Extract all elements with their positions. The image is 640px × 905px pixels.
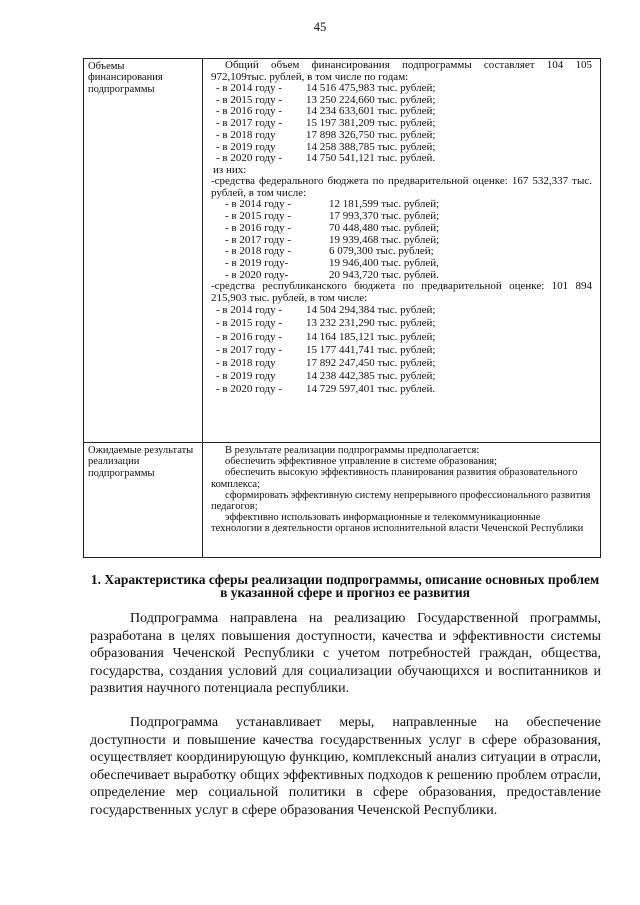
year-label: - в 2020 году - <box>216 152 283 165</box>
year-line <box>211 357 592 370</box>
results-item: обеспечить высокую эффективность планирования развития образовательного комплекса; <box>211 467 578 490</box>
year-amount: 6 079,300 тыс. рублей; <box>329 245 434 258</box>
year-label: - в 2018 году <box>216 356 276 369</box>
year-line <box>211 331 592 344</box>
year-amount: 15 197 381,209 тыс. рублей; <box>306 117 436 130</box>
year-amount: 14 516 475,983 тыс. рублей; <box>306 82 436 94</box>
section-title: 1. Характеристика сферы реализации подпрограммы, описание основных проблем в указанной сфере и прогноз ее развития <box>90 572 600 600</box>
year-label: - в 2017 году - <box>225 233 292 246</box>
year-label: - в 2015 году - <box>225 210 292 223</box>
year-amount: 70 448,480 тыс. рублей; <box>329 221 440 234</box>
funding-by-year-list <box>211 83 592 165</box>
funding-content-cell <box>203 59 601 443</box>
funding-label-cell <box>84 59 203 443</box>
year-amount: 17 898 326,750 тыс. рублей; <box>306 128 436 141</box>
year-label: - в 2019 году- <box>225 256 289 269</box>
year-amount: 14 750 541,121 тыс. рублей. <box>306 152 436 165</box>
republic-by-year-list <box>211 304 592 396</box>
results-label: Ожидаемые результаты реализации подпрограммы <box>88 445 194 479</box>
year-amount: 14 729 597,401 тыс. рублей. <box>306 382 436 395</box>
year-amount: 14 234 633,601 тыс. рублей; <box>306 105 436 118</box>
results-item: сформировать эффективную систему непрерывного профессионального развития педагогов; <box>211 489 591 513</box>
federal-by-year-list <box>211 199 592 281</box>
federal-budget-text: -средства федерального бюджета по предварительной оценке: 167 532,337 тыс. рублей, в том числе: <box>211 175 592 199</box>
year-line <box>211 344 592 357</box>
results-item: В результате реализации подпрограммы предполагается: <box>225 445 480 456</box>
year-label: - в 2018 году <box>216 128 276 141</box>
year-amount: 19 946,400 тыс. рублей, <box>329 256 439 269</box>
year-amount: 19 939,468 тыс. рублей; <box>329 233 440 246</box>
year-line <box>211 383 592 396</box>
results-list <box>203 443 600 535</box>
year-label: - в 2017 году - <box>216 343 283 356</box>
funding-label: Объемы финансирования подпрограммы <box>88 61 163 95</box>
year-label: - в 2014 году - <box>216 82 283 94</box>
page-number: 45 <box>313 20 327 34</box>
year-label: - в 2015 году - <box>216 317 283 330</box>
year-label: - в 2020 году- <box>225 268 289 281</box>
year-amount: 17 892 247,450 тыс. рублей; <box>306 356 436 369</box>
body-paragraph: Подпрограмма устанавливает меры, направленные на обеспечение доступности и повышение качества государственных услуг в сфере образования, осуществляет координирующую функцию, комплексный анализ ситуации в отрасли, обеспечивает выработку общих эффективных подходов к решению проблем отрасли, определение мер социальной политики в сфере образования, предоставление государственных услуг в сфере образования Чеченской Республики. <box>90 715 601 818</box>
funding-total-text: Общий объем финансирования подпрограммы составляет 104 105 972,109тыс. рублей, в том числе по годам: <box>211 59 592 83</box>
results-item: обеспечить эффективное управление в системе образования; <box>225 456 498 468</box>
year-line <box>211 304 592 317</box>
year-amount: 14 164 185,121 тыс. рублей; <box>306 330 436 343</box>
year-line <box>211 317 592 330</box>
of-which-label: из них: <box>213 163 247 176</box>
year-amount: 14 258 388,785 тыс. рублей; <box>306 140 436 153</box>
year-label: - в 2019 году <box>216 140 276 153</box>
year-label: - в 2015 году - <box>216 93 283 106</box>
year-label: - в 2016 году - <box>225 221 292 234</box>
year-amount: 14 504 294,384 тыс. рублей; <box>306 304 436 317</box>
year-amount: 15 177 441,741 тыс. рублей; <box>306 343 436 356</box>
body-paragraph: Подпрограмма направлена на реализацию Государственной программы, разработана в целях повышения доступности, качества и эффективности системы образования Чеченской Республики с учетом потребностей граждан, общества, государства, создания условий для социализации обучающихся и воспитанников и развития научного потенциала республики. <box>90 611 601 697</box>
passport-table <box>83 58 601 558</box>
year-amount: 13 232 231,290 тыс. рублей; <box>306 317 436 330</box>
year-label: - в 2020 году - <box>216 382 283 395</box>
results-content-cell <box>203 443 601 558</box>
republic-budget-text: -средства республиканского бюджета по предварительной оценке: 101 894 215,903 тыс. рублей, в том числе: <box>211 280 592 304</box>
results-item: эффективно использовать информационные и телекоммуникационные технологии в деятельности органов исполнительной власти Чеченской Республики <box>211 512 584 535</box>
year-label: - в 2014 году - <box>216 304 283 317</box>
results-row <box>84 443 601 558</box>
year-label: - в 2018 году - <box>225 245 292 258</box>
year-line <box>211 370 592 383</box>
year-label: - в 2014 году - <box>225 198 292 211</box>
year-label: - в 2016 году - <box>216 330 283 343</box>
year-amount: 17 993,370 тыс. рублей; <box>329 210 440 223</box>
year-label: - в 2019 году <box>216 369 276 382</box>
results-label-cell <box>84 443 203 558</box>
year-line <box>211 153 592 165</box>
year-label: - в 2016 году - <box>216 105 283 118</box>
year-amount: 20 943,720 тыс. рублей. <box>329 268 439 281</box>
year-amount: 14 238 442,385 тыс. рублей; <box>306 369 436 382</box>
year-amount: 12 181,599 тыс. рублей; <box>329 198 440 211</box>
year-amount: 13 250 224,660 тыс. рублей; <box>306 93 436 106</box>
funding-row <box>84 59 601 443</box>
year-label: - в 2017 году - <box>216 117 283 130</box>
